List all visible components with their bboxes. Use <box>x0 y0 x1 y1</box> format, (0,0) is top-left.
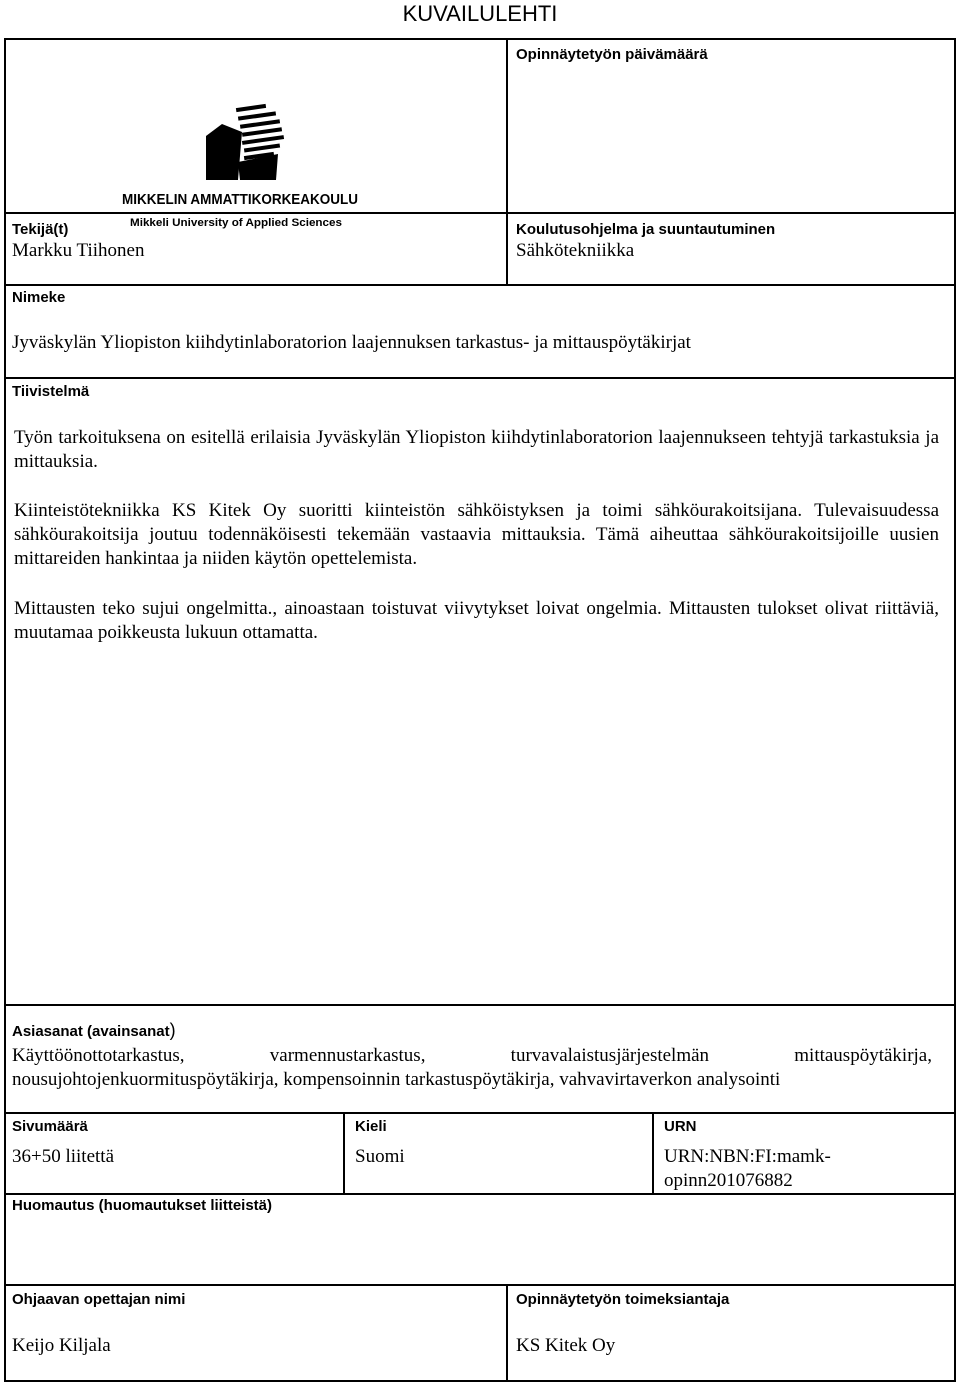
logo-name-fi: MIKKELIN AMMATTIKORKEAKOULU <box>122 192 358 208</box>
row-divider <box>6 1112 954 1114</box>
title-value: Jyväskylän Yliopiston kiihdytinlaboratorion laajennuksen tarkastus- ja mittauspöytäkirjat <box>12 332 691 353</box>
program-label: Koulutusohjelma ja suuntautuminen <box>516 221 776 238</box>
urn-value-line-2: opinn201076882 <box>664 1170 793 1191</box>
abstract-paragraph-2: Kiinteistötekniikka KS Kitek Oy suoritti kiinteistön sähköistyksen ja toimi sähköurakoitsijana. Tulevaisuudessa sähköurakoitsija joutuu todennäköisesti tekemään vastaavia mittauksia. Tämä aiheuttaa sähköurakoitsijoille uusien mittareiden hankintaa ja niiden käytön opettelemista. <box>14 500 939 569</box>
remarks-label: Huomautus (huomautukset liitteistä) <box>12 1197 273 1214</box>
keywords-label-paren: ) <box>169 1020 176 1040</box>
column-divider <box>506 40 508 284</box>
urn-label: URN <box>664 1118 697 1135</box>
abstract-paragraph-3: Mittausten teko sujui ongelmitta., ainoastaan toistuvat viivytykset loivat ongelmia. Mittausten tulokset olivat riittäviä, muutamaa poikkeusta lukuun ottamatta. <box>14 598 939 643</box>
supervisor-label: Ohjaavan opettajan nimi <box>12 1291 186 1308</box>
abstract-label: Tiivistelmä <box>12 383 90 400</box>
abstract-paragraph-1: Työn tarkoituksena on esitellä erilaisia Jyväskylän Yliopiston kiihdytinlaboratorion laajennukseen tehtyjä tarkastuksia ja mittauksia. <box>14 427 939 472</box>
commissioner-label: Opinnäytetyön toimeksiantaja <box>516 1291 730 1308</box>
column-divider <box>652 1112 654 1193</box>
row-divider <box>6 1193 275 1195</box>
keywords-label-text: Asiasanat (avainsanat <box>12 1023 170 1040</box>
author-value: Markku Tiihonen <box>12 240 145 261</box>
row-divider <box>6 1004 954 1006</box>
author-label: Tekijä(t) <box>12 221 69 238</box>
language-value: Suomi <box>355 1146 405 1167</box>
urn-value-line-1: URN:NBN:FI:mamk- <box>664 1146 831 1167</box>
column-divider <box>506 1284 508 1382</box>
commissioner-value: KS Kitek Oy <box>516 1335 616 1356</box>
column-divider <box>343 1112 345 1193</box>
row-divider <box>6 377 954 379</box>
keywords-label <box>12 1021 176 1041</box>
keywords-value: Käyttöönottotarkastus, varmennustarkastus, turvavalaistusjärjestelmän mittauspöytäkirja, nousujohtojenkuormituspöytäkirja, kompensoinnin tarkastuspöytäkirja, vahvavirtaverkon analysointi <box>12 1045 932 1090</box>
page-count-value: 36+50 liitettä <box>12 1146 115 1167</box>
page-title: KUVAILULEHTI <box>402 1 558 26</box>
row-divider <box>270 1193 954 1195</box>
description-form <box>4 38 956 1382</box>
title-label: Nimeke <box>12 289 66 306</box>
row-divider <box>6 1284 954 1286</box>
page-count-label: Sivumäärä <box>12 1118 88 1135</box>
university-logo <box>118 84 363 232</box>
thesis-date-label: Opinnäytetyön päivämäärä <box>516 46 708 63</box>
language-label: Kieli <box>355 1118 387 1135</box>
program-value: Sähkötekniikka <box>516 240 635 261</box>
logo-name-en: Mikkeli University of Applied Sciences <box>130 217 342 229</box>
supervisor-value: Keijo Kiljala <box>12 1335 111 1356</box>
row-divider <box>6 284 954 286</box>
